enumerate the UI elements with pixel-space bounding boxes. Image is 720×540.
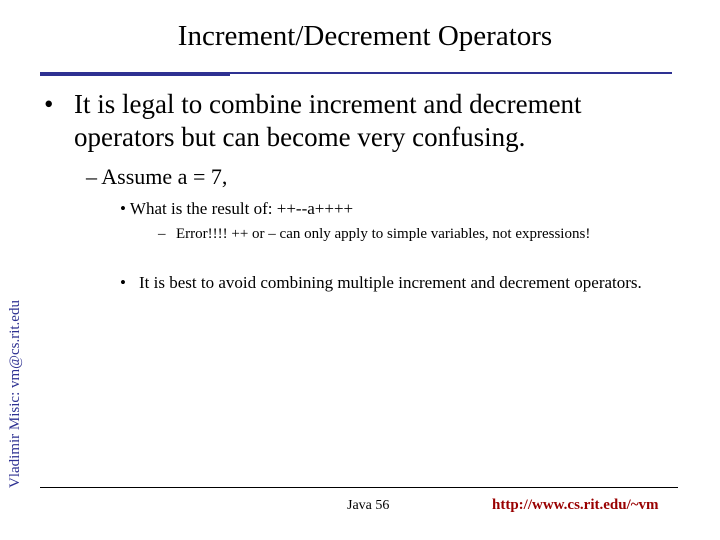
bullet-level-1 — [44, 88, 684, 154]
footer-url-link[interactable]: http://www.cs.rit.edu/~vm — [492, 497, 659, 513]
bullet-dot: • — [44, 89, 54, 119]
bullet-text: Assume a = 7, — [101, 164, 228, 189]
bullet-level-3 — [120, 198, 353, 220]
bullet-text: It is legal to combine increment and decrement operators but can become very confusing. — [74, 89, 582, 152]
bullet-dash: – — [158, 226, 166, 242]
bullet-level-2 — [86, 162, 227, 192]
footer-slide-label: Java 56 — [347, 498, 390, 513]
bullet-text: It is best to avoid combining multiple increment and decrement operators. — [139, 273, 642, 292]
bullet-level-4 — [158, 225, 598, 244]
author-vertical-text: Vladimir Misic: vm@cs.rit.edu — [7, 300, 23, 488]
footer-rule — [40, 487, 678, 488]
bullet-text: Error!!!! ++ or – can only apply to simple variables, not expressions! — [176, 226, 591, 242]
title-underline-accent — [40, 72, 230, 76]
slide-title: Increment/Decrement Operators — [177, 20, 553, 52]
bullet-dot: • — [120, 199, 130, 218]
bullet-dot: • — [120, 273, 126, 292]
bullet-dash: – — [86, 164, 102, 189]
bullet-text: What is the result of: ++--a++++ — [129, 199, 354, 218]
bullet-level-3-second — [120, 272, 680, 294]
